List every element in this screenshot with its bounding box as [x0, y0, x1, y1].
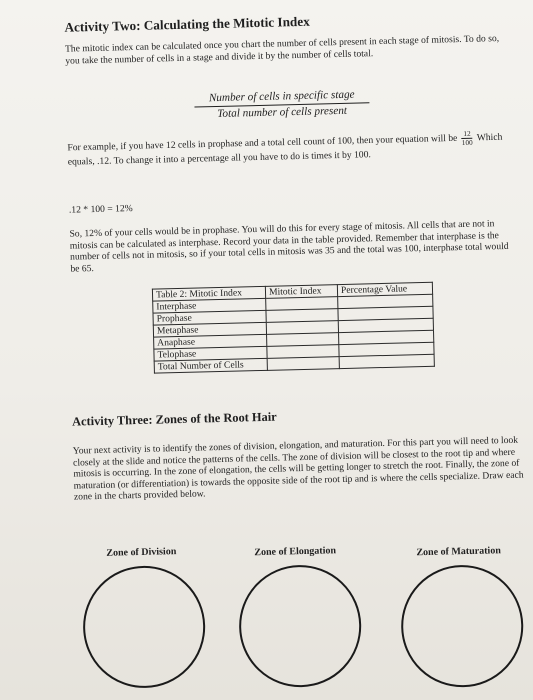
calculation-line: .12 * 100 = 12% — [68, 203, 133, 216]
table-row-label: Metaphase — [153, 322, 266, 337]
table-row-label: Total Number of Cells — [154, 358, 267, 373]
mitotic-index-cell[interactable] — [267, 357, 339, 371]
formula-numerator: Number of cells in specific stage — [194, 88, 369, 107]
example-fraction-numerator: 12 — [463, 129, 471, 138]
table-header-cell: Percentage Value — [337, 282, 432, 296]
zone-of-elongation-label: Zone of Elongation — [254, 545, 337, 559]
zone-of-maturation-label: Zone of Maturation — [416, 545, 501, 559]
activity-three-body: Your next activity is to identify the zones of division, elongation, and maturation. For this part you will need to look closely at the slide and notice the patterns of the cells. The zone of division will be closest to the root tip and where mitosis is occurring. In the zone of elongation, the cells will be getting longer to stretch the root. Finally, the zone of maturation (or differentiation) is towards the opposite side of the root tip and is where the cells specialize. Draw each zone in the charts provided below. — [72, 434, 524, 503]
example-prefix: For example, if you have 12 cells in prophase and a total cell count of 100, then your equation will be — [67, 132, 458, 154]
formula-denominator: Total number of cells present — [217, 104, 348, 120]
zone-of-division-label: Zone of Division — [106, 546, 177, 559]
percentage-cell[interactable] — [339, 354, 434, 368]
zone-of-elongation-drawing-circle[interactable] — [238, 564, 363, 689]
explanation-paragraph: So, 12% of your cells would be in prophase. You will do this for every stage of mitosis. All cells that are not in mitosis can be calculated as interphase. Record your data in the table provided. Remember that interphase is the number of cells not in mitosis, so if your total cells in mitosis was 35 and the total was 100, interphase total would be 65. — [69, 218, 509, 275]
table-header-cell: Table 2: Mitotic Index — [152, 286, 265, 301]
mitotic-index-table — [152, 282, 435, 374]
mitotic-index-formula — [194, 88, 370, 121]
example-fraction-denominator: 100 — [461, 138, 473, 148]
activity-three-title: Activity Three: Zones of the Root Hair — [71, 409, 277, 429]
table-row-label: Anaphase — [154, 334, 267, 349]
example-suffix: Which equals, .12. To change it into a percentage all you have to do is times it by 100. — [67, 131, 503, 168]
activity-two-title: Activity Two: Calculating the Mitotic Index — [64, 13, 310, 35]
table-header-cell: Mitotic Index — [265, 285, 337, 299]
zone-of-division-drawing-circle[interactable] — [82, 564, 207, 689]
activity-two-intro: The mitotic index can be calculated once you chart the number of cells present in each stage of mitosis. To do so, you take the number of cells in a stage and divide it by the number of cells total. — [64, 33, 500, 67]
table-row-label: Interphase — [153, 298, 266, 313]
example-fraction — [462, 130, 473, 147]
zone-of-maturation-drawing-circle[interactable] — [400, 564, 525, 689]
example-paragraph — [67, 129, 508, 168]
worksheet-page — [52, 0, 524, 559]
table-row-label: Prophase — [153, 310, 266, 325]
table-row-label: Telophase — [154, 346, 267, 361]
